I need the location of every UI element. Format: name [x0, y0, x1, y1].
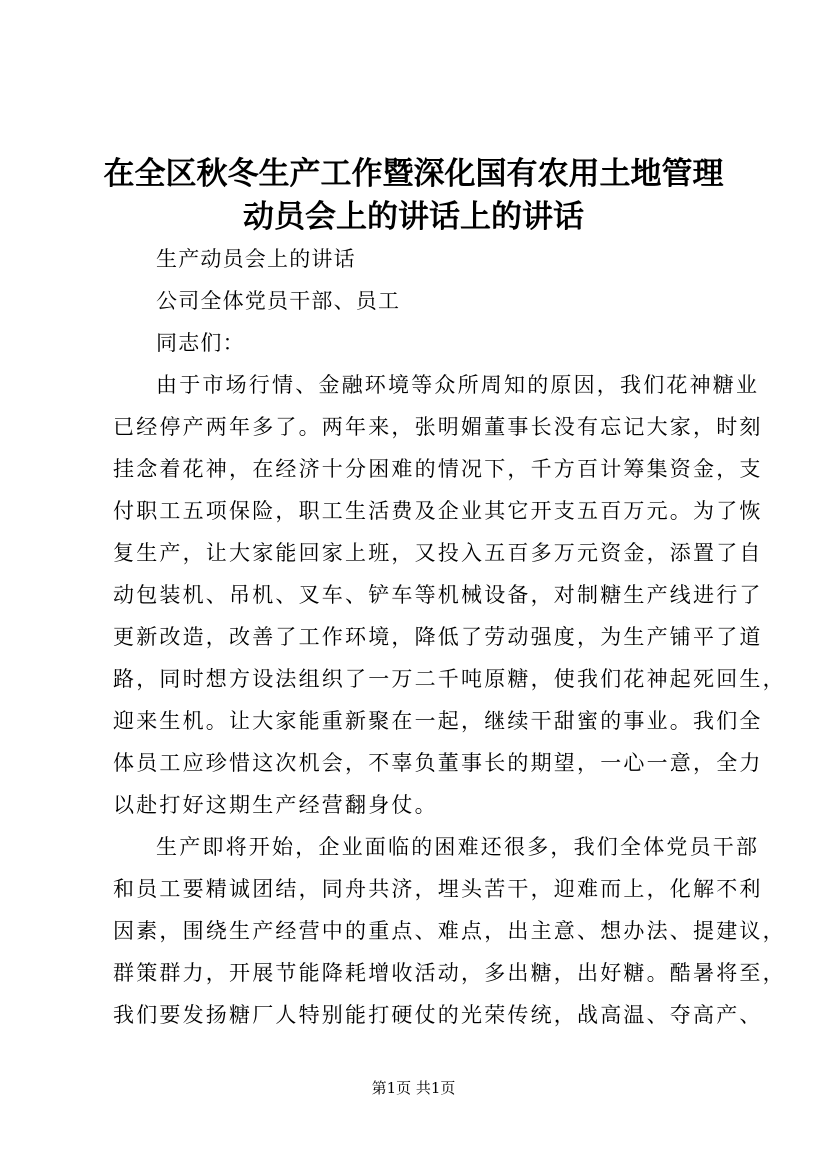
paragraph-2-line: 因素，围绕生产经营中的重点、难点，出主意、想办法、提建议，: [113, 919, 786, 943]
document-greeting: 同志们：: [156, 331, 245, 355]
paragraph-1-line: 迎来生机。让大家能重新聚在一起，继续干甜蜜的事业。我们全: [113, 709, 763, 733]
paragraph-1-line: 付职工五项保险，职工生活费及企业其它开支五百万元。为了恢: [113, 499, 763, 523]
paragraph-1-line: 已经停产两年多了。两年来，张明媚董事长没有忘记大家，时刻: [113, 415, 763, 439]
paragraph-1-line: 更新改造，改善了工作环境，降低了劳动强度，为生产铺平了道: [113, 625, 763, 649]
paragraph-1-line: 体员工应珍惜这次机会，不辜负董事长的期望，一心一意，全力: [113, 751, 763, 775]
paragraph-1-line: 由于市场行情、金融环境等众所周知的原因，我们花神糖业: [156, 373, 760, 397]
document-subtitle: 生产动员会上的讲话: [156, 247, 356, 271]
document-title-line2: 动员会上的讲话上的讲话: [243, 199, 584, 235]
paragraph-2-line: 我们要发扬糖厂人特别能打硬仗的光荣传统，战高温、夺高产、: [113, 1003, 763, 1027]
paragraph-2-line: 和员工要精诚团结，同舟共济，埋头苦干，迎难而上，化解不利: [113, 877, 763, 901]
paragraph-1-line: 复生产，让大家能回家上班，又投入五百多万元资金，添置了自: [113, 541, 763, 565]
document-title-line1: 在全区秋冬生产工作暨深化国有农用土地管理: [103, 156, 724, 192]
paragraph-1-line: 路，同时想方设法组织了一万二千吨原糖，使我们花神起死回生，: [113, 667, 786, 691]
paragraph-2-line: 生产即将开始，企业面临的困难还很多，我们全体党员干部: [156, 835, 760, 859]
document-addressee: 公司全体党员干部、员工: [156, 289, 401, 313]
paragraph-1-line: 挂念着花神，在经济十分困难的情况下，千方百计筹集资金，支: [113, 457, 763, 481]
page-footer: 第1页 共1页: [371, 1079, 456, 1097]
paragraph-2-line: 群策群力，开展节能降耗增收活动，多出糖，出好糖。酷暑将至，: [113, 961, 786, 985]
paragraph-1-line: 动包装机、吊机、叉车、铲车等机械设备，对制糖生产线进行了: [113, 583, 763, 607]
paragraph-1-line: 以赴打好这期生产经营翻身仗。: [113, 793, 438, 817]
